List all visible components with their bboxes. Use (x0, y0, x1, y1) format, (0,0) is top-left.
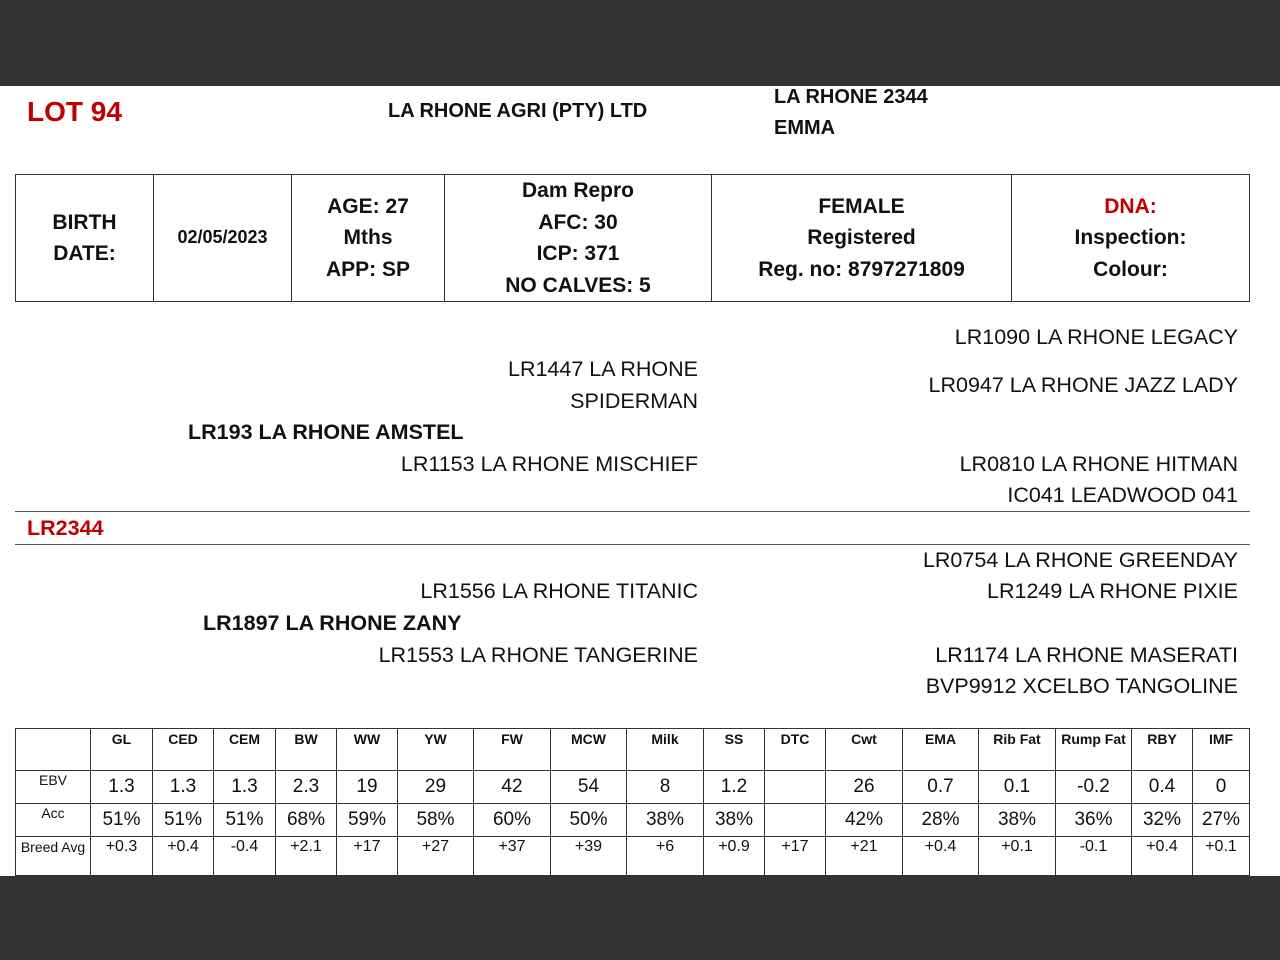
ebv-header-cell: YW (398, 729, 474, 771)
breed-avg-cell: +21 (826, 837, 903, 876)
ebv-cell: 1.3 (214, 771, 276, 804)
breed-avg-cell: +0.4 (1132, 837, 1193, 876)
acc-cell: 32% (1132, 804, 1193, 837)
ebv-cell: 19 (337, 771, 398, 804)
pedigree-dsd: LR1249 LA RHONE PIXIE (987, 579, 1238, 603)
birth-label-1: BIRTH (52, 210, 117, 234)
acc-cell: 42% (826, 804, 903, 837)
dna-cell (1012, 175, 1250, 302)
acc-cell: 38% (704, 804, 765, 837)
dna-label: DNA: (1104, 194, 1157, 218)
acc-cell: 38% (627, 804, 704, 837)
sire-sire-line1: LR1447 LA RHONE (507, 357, 698, 381)
breed-avg-label: Breed Avg (16, 837, 91, 876)
breed-avg-cell: +2.1 (276, 837, 337, 876)
breed-avg-cell: +37 (474, 837, 551, 876)
ebv-header-cell: Milk (627, 729, 704, 771)
registration-cell (712, 175, 1012, 302)
ebv-header-cell: Rump Fat (1056, 729, 1132, 771)
acc-cell: 58% (398, 804, 474, 837)
breed-avg-cell: +0.1 (1193, 837, 1250, 876)
breed-avg-cell: +17 (765, 837, 826, 876)
birth-label-2: DATE: (53, 242, 116, 265)
ebv-cell: 0.1 (979, 771, 1056, 804)
acc-cell: 59% (337, 804, 398, 837)
animal-name-line2: EMMA (774, 117, 836, 139)
acc-cell: 28% (903, 804, 979, 837)
ebv-label: EBV (16, 771, 91, 804)
dam-repro-cell (445, 175, 712, 302)
icp: ICP: 371 (536, 242, 620, 265)
ebv-header-cell: WW (337, 729, 398, 771)
ebv-cell: 2.3 (276, 771, 337, 804)
app: APP: SP (325, 257, 411, 281)
acc-cell: 38% (979, 804, 1056, 837)
ebv-table (15, 728, 1250, 876)
ebv-corner-cell (16, 729, 91, 771)
pedigree-ssd: LR0947 LA RHONE JAZZ LADY (928, 373, 1238, 397)
animal-name-line1: LA RHONE 2344 (774, 86, 928, 108)
ebv-header-cell: BW (276, 729, 337, 771)
ebv-header-cell: CED (153, 729, 214, 771)
breed-avg-cell: +0.4 (153, 837, 214, 876)
acc-label: Acc (16, 804, 91, 837)
ebv-cell: 1.3 (153, 771, 214, 804)
ebv-row (16, 771, 1250, 804)
acc-row (16, 804, 1250, 837)
lot-number: LOT 94 (27, 96, 122, 127)
acc-cell: 68% (276, 804, 337, 837)
breed-avg-cell: +39 (551, 837, 627, 876)
ebv-header-cell: CEM (214, 729, 276, 771)
lot-sheet (0, 86, 1280, 876)
ebv-cell: 8 (627, 771, 704, 804)
acc-cell: 51% (153, 804, 214, 837)
acc-cell: 50% (551, 804, 627, 837)
ebv-cell: 0 (1193, 771, 1250, 804)
divider-top (15, 511, 1250, 512)
pedigree-dam: LR1897 LA RHONE ZANY (203, 611, 462, 635)
pedigree-sire-sire (508, 354, 698, 417)
birth-date: 02/05/2023 (154, 175, 292, 302)
ebv-cell: 29 (398, 771, 474, 804)
breed-avg-cell: -0.4 (214, 837, 276, 876)
ebv-cell: 42 (474, 771, 551, 804)
ebv-header-cell: MCW (551, 729, 627, 771)
seller-name: LA RHONE AGRI (PTY) LTD (388, 100, 648, 122)
pedigree-ddd: BVP9912 XCELBO TANGOLINE (925, 674, 1238, 698)
ebv-header-cell: Rib Fat (979, 729, 1056, 771)
ebv-header-cell: GL (91, 729, 153, 771)
animal-name (774, 82, 928, 144)
ebv-cell: 0.7 (903, 771, 979, 804)
ebv-cell (765, 771, 826, 804)
acc-cell: 51% (91, 804, 153, 837)
acc-cell (765, 804, 826, 837)
ebv-header-cell: RBY (1132, 729, 1193, 771)
no-calves: NO CALVES: 5 (505, 273, 651, 297)
ebv-cell: 54 (551, 771, 627, 804)
colour-label: Colour: (1093, 257, 1168, 281)
ebv-header-row (16, 729, 1250, 771)
pedigree-dds: LR1174 LA RHONE MASERATI (935, 643, 1238, 667)
breed-avg-cell: +6 (627, 837, 704, 876)
birth-date-label (16, 175, 154, 302)
breed-avg-cell: +27 (398, 837, 474, 876)
breed-avg-cell: +0.4 (903, 837, 979, 876)
ebv-header-cell: Cwt (826, 729, 903, 771)
pedigree-dam-sire: LR1556 LA RHONE TITANIC (420, 579, 698, 603)
acc-cell: 60% (474, 804, 551, 837)
breed-avg-cell: +0.1 (979, 837, 1056, 876)
pedigree-sdd: IC041 LEADWOOD 041 (1007, 483, 1238, 507)
ebv-cell: 0.4 (1132, 771, 1193, 804)
ebv-header-cell: EMA (903, 729, 979, 771)
age-unit: Mths (343, 226, 393, 250)
breed-avg-row (16, 837, 1250, 876)
animal-id: LR2344 (27, 516, 104, 540)
pedigree-dss: LR0754 LA RHONE GREENDAY (922, 548, 1238, 572)
acc-cell: 36% (1056, 804, 1132, 837)
ebv-header-cell: IMF (1193, 729, 1250, 771)
ebv-cell: 1.2 (704, 771, 765, 804)
breed-avg-cell: +0.3 (91, 837, 153, 876)
acc-cell: 27% (1193, 804, 1250, 837)
afc: AFC: 30 (538, 210, 618, 234)
animal-info-table (15, 174, 1250, 302)
dam-repro-title: Dam Repro (521, 179, 635, 202)
sire-sire-line2: SPIDERMAN (570, 388, 698, 413)
ebv-cell: 26 (826, 771, 903, 804)
age-cell (292, 175, 445, 302)
ebv-cell: 1.3 (91, 771, 153, 804)
breed-avg-cell: +0.9 (704, 837, 765, 876)
pedigree-dam-dam: LR1553 LA RHONE TANGERINE (378, 643, 698, 667)
inspection-label: Inspection: (1074, 226, 1187, 250)
ebv-header-cell: DTC (765, 729, 826, 771)
acc-cell: 51% (214, 804, 276, 837)
sex: FEMALE (818, 194, 905, 218)
ebv-header-cell: SS (704, 729, 765, 771)
breed-avg-cell: +17 (337, 837, 398, 876)
breed-avg-cell: -0.1 (1056, 837, 1132, 876)
registration-number: Reg. no: 8797271809 (758, 257, 965, 281)
pedigree-sss: LR1090 LA RHONE LEGACY (954, 325, 1238, 349)
registration-status: Registered (807, 226, 916, 250)
age: AGE: 27 (327, 194, 409, 218)
pedigree-sire: LR193 LA RHONE AMSTEL (188, 420, 464, 444)
ebv-cell: -0.2 (1056, 771, 1132, 804)
ebv-header-cell: FW (474, 729, 551, 771)
pedigree-sds: LR0810 LA RHONE HITMAN (959, 452, 1238, 476)
pedigree-sire-dam: LR1153 LA RHONE MISCHIEF (400, 452, 698, 476)
